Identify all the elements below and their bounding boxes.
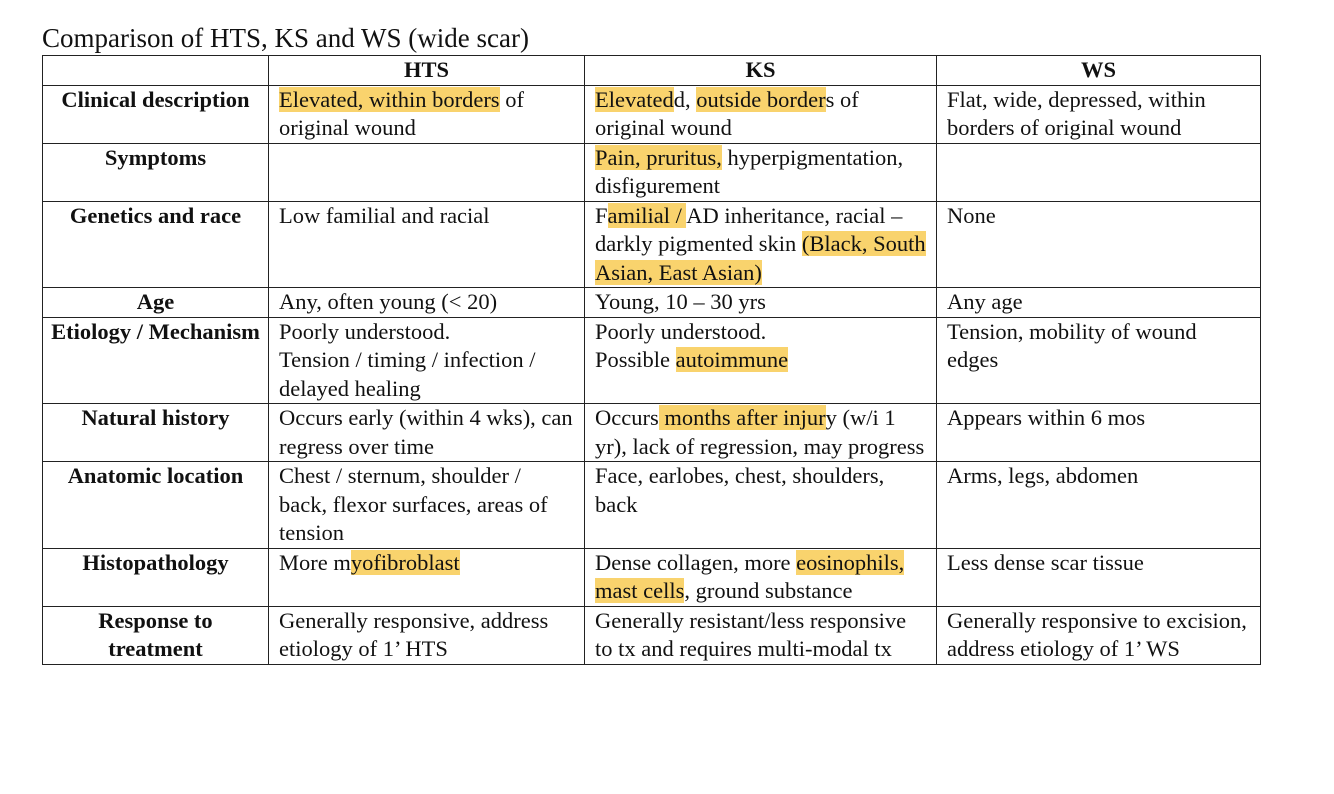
cell-text: y (w/i 1 yr), lack of regression, may progress xyxy=(595,405,925,459)
cell-ws xyxy=(937,201,1261,288)
table-row xyxy=(43,404,1261,462)
cell-text: More m xyxy=(279,549,351,575)
cell-ws xyxy=(937,606,1261,664)
cell-ks xyxy=(585,462,937,549)
highlighted-text: eosinophils, mast cells xyxy=(595,549,905,603)
cell-text: None xyxy=(947,202,996,228)
header-row xyxy=(43,56,1261,86)
row-label: Clinical description xyxy=(43,85,269,143)
highlighted-text: autoimmune xyxy=(675,347,789,372)
cell-ks xyxy=(585,317,937,404)
header-corner xyxy=(43,56,269,86)
table-row xyxy=(43,462,1261,549)
cell-text: of original wound xyxy=(279,86,524,140)
cell-text: Any age xyxy=(947,289,1023,314)
table-row xyxy=(43,85,1261,143)
cell-text: , ground substance xyxy=(684,578,853,603)
cell-text: Generally resistant/less responsive to tx and requires multi-modal tx xyxy=(595,607,907,661)
cell-text: Young, 10 – 30 yrs xyxy=(595,289,766,314)
cell-hts xyxy=(269,143,585,201)
cell-ws xyxy=(937,317,1261,404)
header-hts: HTS xyxy=(269,56,585,86)
cell-text: Tension / timing / infection / delayed healing xyxy=(279,347,536,401)
cell-ws xyxy=(937,404,1261,462)
cell-text: Tension, mobility of wound edges xyxy=(947,318,1197,372)
cell-text: Arms, legs, abdomen xyxy=(947,463,1139,488)
table-row xyxy=(43,317,1261,404)
highlighted-text: yofibroblast xyxy=(350,549,460,575)
cell-ws xyxy=(937,548,1261,606)
cell-hts xyxy=(269,317,585,404)
cell-text: F xyxy=(595,202,608,228)
cell-ks xyxy=(585,143,937,201)
row-label: Natural history xyxy=(43,404,269,462)
cell-ws xyxy=(937,462,1261,549)
cell-text: Appears within 6 mos xyxy=(947,405,1146,430)
cell-text: Face, earlobes, chest, shoulders, back xyxy=(595,463,885,517)
cell-ks xyxy=(585,288,937,318)
cell-text: hyperpigmentation, disfigurement xyxy=(595,144,904,198)
cell-hts xyxy=(269,606,585,664)
highlighted-text: months after injur xyxy=(658,405,826,430)
table-body xyxy=(43,85,1261,664)
row-label: Age xyxy=(43,288,269,318)
row-label: Symptoms xyxy=(43,143,269,201)
cell-ws xyxy=(937,85,1261,143)
table-row xyxy=(43,288,1261,318)
highlighted-text: (Black, South Asian, East Asian) xyxy=(595,231,926,285)
row-label: Response to treatment xyxy=(43,606,269,664)
table-row xyxy=(43,201,1261,288)
cell-text: Occurs xyxy=(595,405,659,430)
cell-text: Any, often young (< 20) xyxy=(279,289,498,314)
cell-text: Less dense scar tissue xyxy=(947,549,1144,575)
row-label: Genetics and race xyxy=(43,201,269,288)
cell-text: AD inheritance, racial – darkly pigmented skin xyxy=(595,202,903,256)
cell-ks xyxy=(585,85,937,143)
page-title: Comparison of HTS, KS and WS (wide scar) xyxy=(42,23,529,53)
highlighted-text: outside border xyxy=(696,86,826,112)
cell-text: Generally responsive, address etiology of 1’ HTS xyxy=(279,607,549,661)
comparison-table xyxy=(42,55,1261,665)
row-label: Anatomic location xyxy=(43,462,269,549)
cell-hts xyxy=(269,85,585,143)
highlighted-text: amilial / xyxy=(607,202,687,228)
cell-text: Poorly understood. xyxy=(595,318,767,344)
cell-ks xyxy=(585,606,937,664)
cell-hts xyxy=(269,288,585,318)
cell-text: Generally responsive to excision, address etiology of 1’ WS xyxy=(947,607,1247,661)
cell-text: Dense collagen, more xyxy=(595,549,797,575)
table-row xyxy=(43,548,1261,606)
header-ks: KS xyxy=(585,56,937,86)
cell-hts xyxy=(269,404,585,462)
cell-text: Chest / sternum, shoulder / back, flexor surfaces, areas of tension xyxy=(279,463,548,545)
cell-text: Possible xyxy=(595,347,676,372)
cell-text: Poorly understood. xyxy=(279,318,451,344)
row-label: Histopathology xyxy=(43,548,269,606)
table-row xyxy=(43,606,1261,664)
header-ws: WS xyxy=(937,56,1261,86)
cell-ks xyxy=(585,201,937,288)
cell-text: Flat, wide, depressed, within borders of original wound xyxy=(947,86,1206,140)
cell-hts xyxy=(269,548,585,606)
cell-text: d, xyxy=(673,86,697,112)
cell-hts xyxy=(269,201,585,288)
cell-text: Occurs early (within 4 wks), can regress over time xyxy=(279,405,573,459)
cell-ws xyxy=(937,288,1261,318)
cell-ws xyxy=(937,143,1261,201)
cell-text: s of original wound xyxy=(595,86,859,140)
cell-text: Low familial and racial xyxy=(279,202,490,228)
cell-ks xyxy=(585,548,937,606)
table-row xyxy=(43,143,1261,201)
highlighted-text: Pain, pruritus, xyxy=(595,144,722,170)
highlighted-text: Elevated, within borders xyxy=(279,86,500,112)
cell-hts xyxy=(269,462,585,549)
highlighted-text: Elevated xyxy=(595,86,674,112)
cell-ks xyxy=(585,404,937,462)
row-label: Etiology / Mechanism xyxy=(43,317,269,404)
